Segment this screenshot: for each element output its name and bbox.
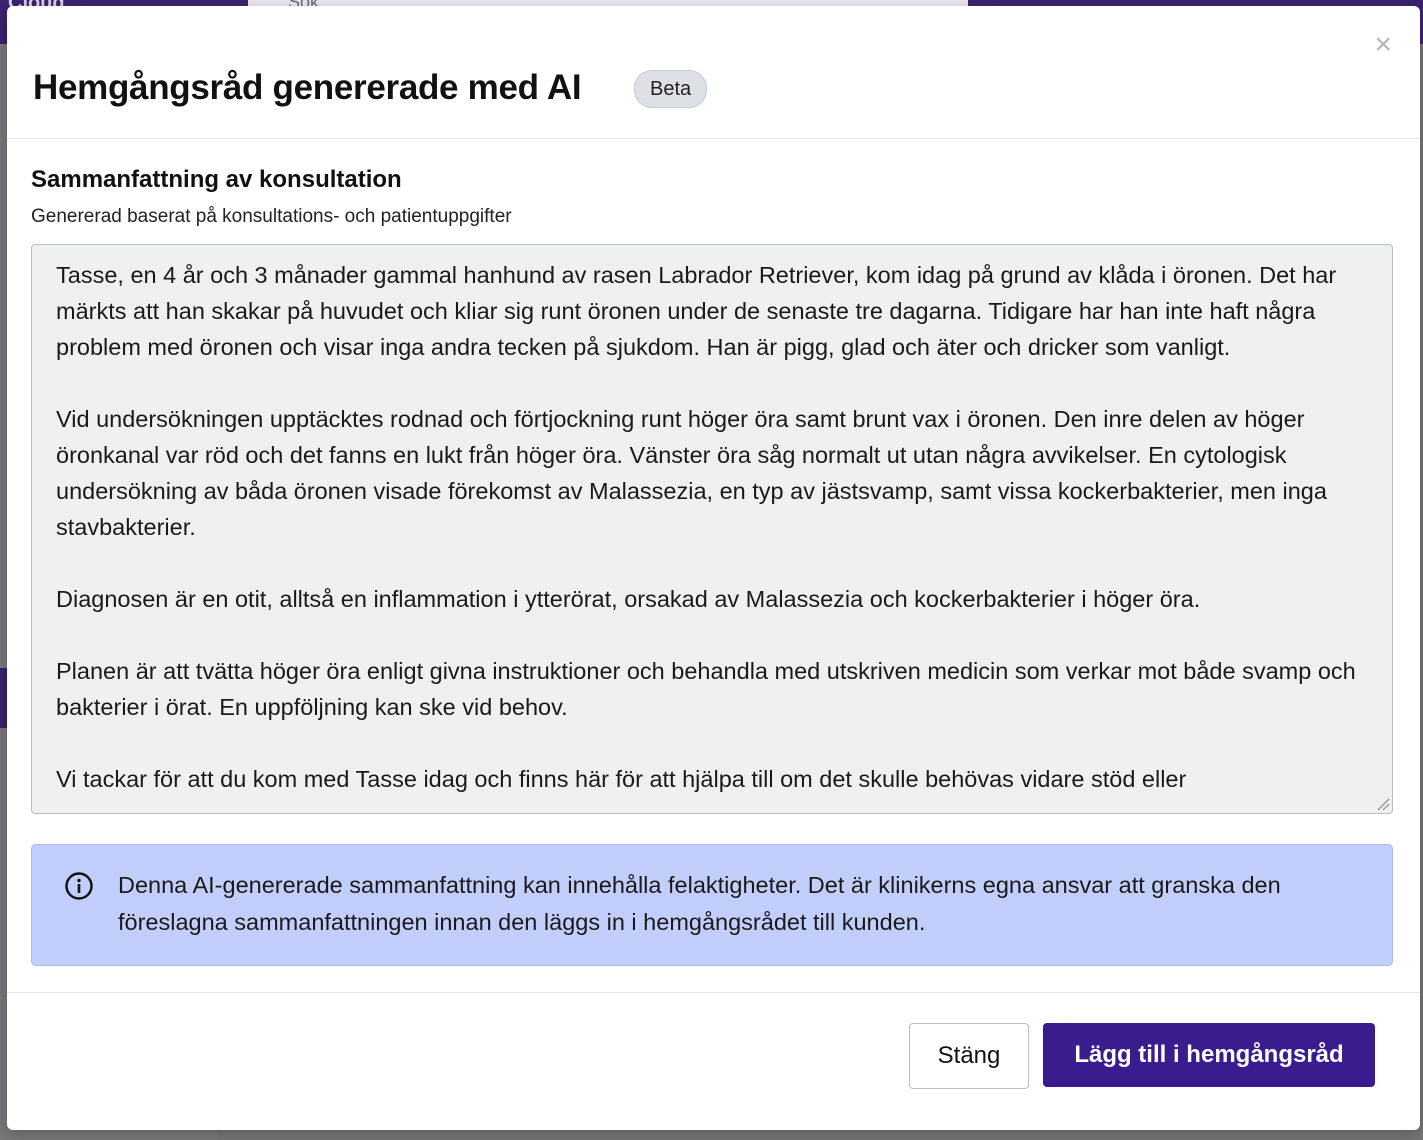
ai-disclaimer-alert (31, 844, 1393, 966)
ai-discharge-advice-modal (7, 6, 1420, 1130)
close-button[interactable]: Stäng (909, 1023, 1029, 1089)
close-icon[interactable]: × (1374, 28, 1392, 61)
beta-badge: Beta (634, 70, 707, 108)
summary-text (32, 245, 1392, 797)
section-subtitle: Genererad baserat på konsultations- och patientuppgifter (31, 206, 512, 227)
info-icon (64, 871, 94, 901)
modal-header (7, 6, 1420, 139)
summary-paragraph: Planen är att tvätta höger öra enligt givna instruktioner och behandla med utskriven medicin som verkar mot både svamp och bakterier i örat. En uppföljning kan ske vid behov. (56, 658, 1356, 720)
summary-paragraph: Tasse, en 4 år och 3 månader gammal hanhund av rasen Labrador Retriever, kom idag på grund av klåda i öronen. Det har märkts att han skakar på huvudet och kliar sig runt öronen under de senaste tre dagarna. Tidigare har han inte haft några problem med öronen och visar inga andra tecken på sjukdom. Han är pigg, glad och äter och dricker som vanligt. (56, 262, 1337, 360)
summary-paragraph: Vid undersökningen upptäcktes rodnad och förtjockning runt höger öra samt brunt vax i öronen. Den inre delen av höger öronkanal var röd och det fanns en lukt från höger öra. Vänster öra såg normalt ut utan några avvikelser. En cytologisk undersökning av båda öronen visade förekomst av Malassezia, en typ av jästsvamp, samt vissa kockerbakterier, men inga stavbakterier. (56, 406, 1327, 540)
resize-handle-icon[interactable] (1376, 797, 1390, 811)
modal-title: Hemgångsråd genererade med AI (33, 68, 582, 107)
summary-textarea[interactable] (31, 244, 1393, 814)
disclaimer-text: Denna AI-genererade sammanfattning kan innehålla felaktigheter. Det är klinikerns egna ansvar att granska den föreslagna sammanfattningen innan den läggs in i hemgångsrådet till kunden. (118, 872, 1281, 935)
summary-paragraph: Diagnosen är en otit, alltså en inflammation i ytterörat, orsakad av Malassezia och kockerbakterier i höger öra. (56, 586, 1201, 612)
add-to-discharge-advice-button[interactable]: Lägg till i hemgångsråd (1043, 1023, 1375, 1087)
section-heading: Sammanfattning av konsultation (31, 166, 402, 193)
summary-paragraph: Vi tackar för att du kom med Tasse idag och finns här för att hjälpa till om det skulle behövas vidare stöd eller (56, 766, 1187, 792)
